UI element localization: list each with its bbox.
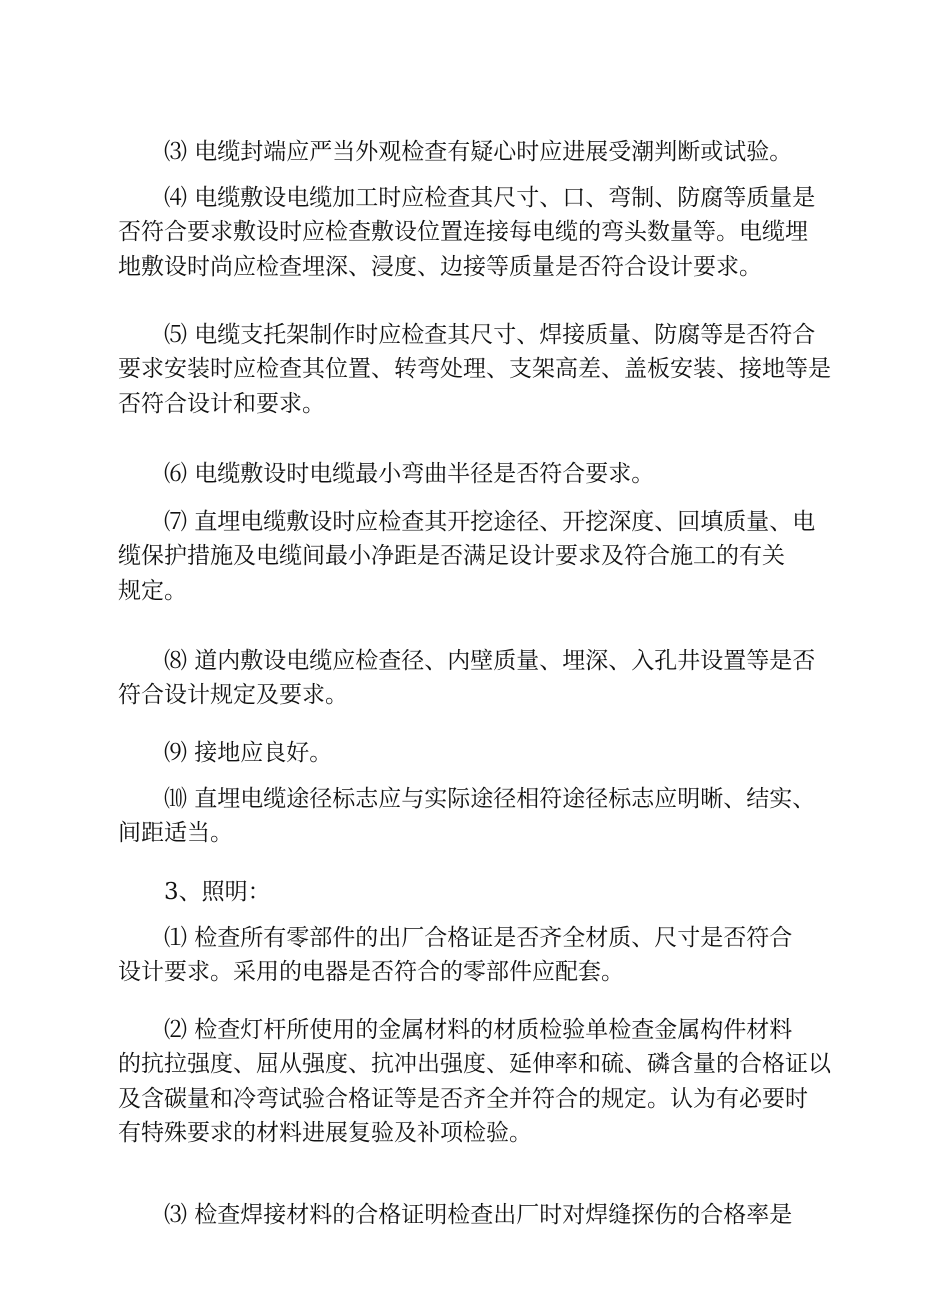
paragraph-line: ⑻ 道内敷设电缆应检查径、内壁质量、埋深、入孔井设置等是否 (164, 648, 816, 674)
paragraph-line: ⑴ 检查所有零部件的出厂合格证是否齐全材质、尺寸是否符合 (164, 925, 793, 951)
paragraph-line: 及含碳量和冷弯试验合格证等是否齐全并符合的规定。认为有必要时 (118, 1085, 808, 1112)
paragraph (118, 1013, 834, 1150)
section-heading (118, 875, 834, 909)
paragraph-line: 否符合设计和要求。 (118, 390, 325, 417)
paragraph (118, 318, 834, 421)
paragraph (118, 457, 834, 491)
paragraph-line: ⑵ 检查灯杆所使用的金属材料的材质检验单检查金属构件材料 (164, 1017, 793, 1043)
paragraph-line: ⑸ 电缆支托架制作时应检查其尺寸、焊接质量、防腐等是否符合 (164, 322, 816, 348)
paragraph-line: 符合设计规定及要求。 (118, 682, 348, 709)
paragraph (118, 181, 834, 284)
paragraph-line: 要求安装时应检查其位置、转弯处理、支架高差、盖板安装、接地等是 (118, 356, 831, 383)
paragraph (118, 736, 834, 770)
paragraph-line: ⑶ 电缆封端应严当外观检查有疑心时应进展受潮判断或试验。 (164, 139, 793, 165)
paragraph-line: 设计要求。采用的电器是否符合的零部件应配套。 (118, 959, 624, 986)
paragraph-line: 否符合要求敷设时应检查敷设位置连接每电缆的弯头数量等。电缆埋 (118, 219, 808, 246)
paragraph-line: 缆保护措施及电缆间最小净距是否满足设计要求及符合施工的有关 (118, 543, 785, 570)
paragraph-line: 间距适当。 (118, 820, 233, 847)
paragraph-line: 有特殊要求的材料进展复验及补项检验。 (118, 1119, 532, 1146)
paragraph (118, 921, 834, 990)
paragraph (118, 782, 834, 851)
paragraph-line: ⑷ 电缆敷设电缆加工时应检查其尺寸、口、弯制、防腐等质量是 (164, 185, 816, 211)
paragraph (118, 135, 834, 169)
paragraph-line: 规定。 (118, 577, 187, 604)
paragraph-line: ⑹ 电缆敷设时电缆最小弯曲半径是否符合要求。 (164, 461, 655, 487)
paragraph-line: ⑽ 直埋电缆途径标志应与实际途径相符途径标志应明晰、结实、 (164, 786, 816, 812)
paragraph-line: ⑺ 直埋电缆敷设时应检查其开挖途径、开挖深度、回填质量、电 (164, 509, 816, 535)
paragraph-line: 地敷设时尚应检查埋深、浸度、边接等质量是否符合设计要求。 (118, 253, 762, 280)
paragraph (118, 505, 834, 608)
paragraph-line: ⑼ 接地应良好。 (164, 740, 333, 766)
paragraph-line: 3、照明： (164, 879, 271, 905)
paragraph (118, 1198, 834, 1232)
paragraph-line: 的抗拉强度、屈从强度、抗冲出强度、延伸率和硫、磷含量的合格证以 (118, 1051, 831, 1078)
paragraph (118, 644, 834, 713)
paragraph-line: ⑶ 检查焊接材料的合格证明检查出厂时对焊缝探伤的合格率是 (164, 1202, 793, 1228)
